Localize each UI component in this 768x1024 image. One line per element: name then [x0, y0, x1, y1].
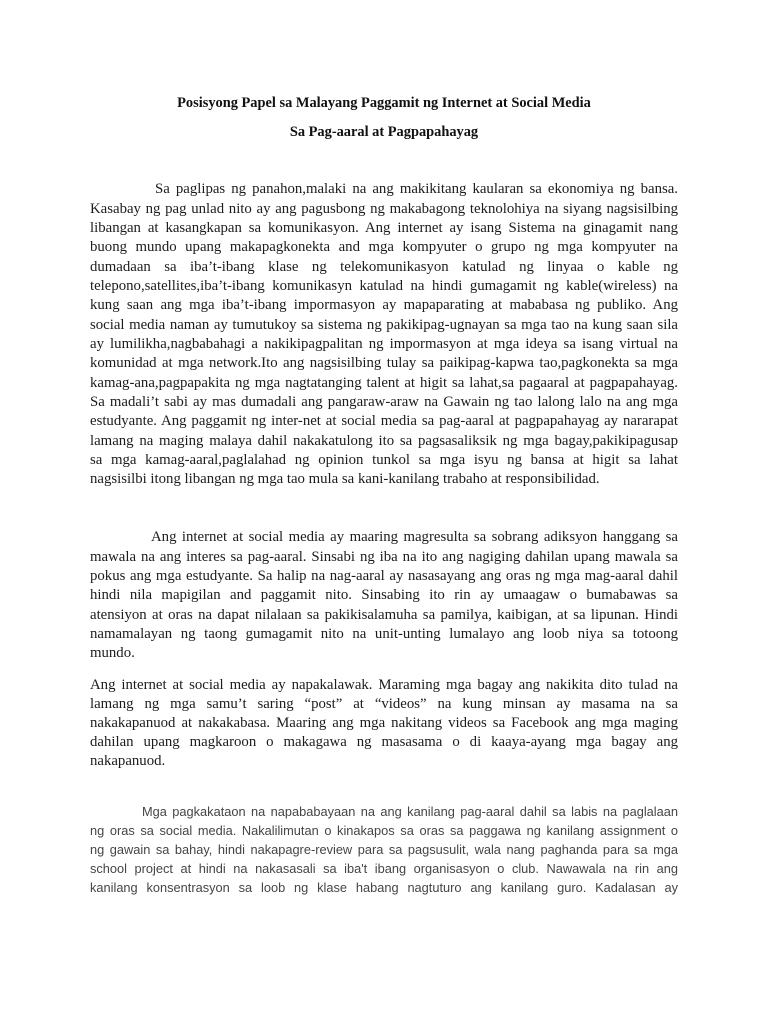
paragraph-line: Sa paglipas ng panahon,malaki na ang makikitang kaularan sa ekonomiya ng bansa. [155, 181, 678, 198]
paragraph-line: nagsisilbi itong libangan ng mga tao mula sa kani-kanilang trabaho at responsibilidad. [90, 471, 600, 488]
paragraph-line: nakakapanuod at nakakabasa. Maaring ang mga nakitang videos sa Facebook ang mga maging [90, 714, 678, 731]
paragraph-line: nakapanuod. [90, 752, 166, 769]
paragraph-line: Ang internet at social media ay maaring magresulta sa sobrang adiksyon hanggang sa [151, 529, 678, 546]
paragraph-line: Kasabay ng pag unlad nito ay ang pagusbong ng makabagong teknolohiya na siyang nagsisilbing [90, 200, 678, 217]
paragraph-line: libangan at kasangkapan sa komunikasyon. Ang internet ay isang Sistema na ginagamit nang [90, 219, 678, 236]
paragraph-line: ng gawain sa bahay, hindi nakapagre-review para sa pagsusulit, wala nang paghanda para sa mga [90, 841, 678, 857]
paragraph-line: atensiyon at oras na dapat nilalaan sa pakikisalamuha sa pamilya, kaibigan, at sa lipunan. Hindi [90, 606, 678, 623]
paragraph-line: dumadaan sa iba’t-ibang klase ng telekomunikasyon katulad ng linyaa o kable ng [90, 258, 678, 275]
paragraph-line: sa mga kamag-aaral,paglalahad ng opinion tunkol sa mga isyu ng bansa at higit sa lahat [90, 451, 678, 468]
paragraph-line: social media naman ay tumutukoy sa sistema ng pakikipag-ugnayan sa mga tao na kung saan sila [90, 316, 678, 333]
paragraph-line: pokus ang mga estudyante. Sa halip na nag-aaral ay nasasayang ang oras ng mga mag-aaral dahil [90, 567, 678, 584]
paragraph-line: mundo. [90, 645, 135, 662]
paragraph-4 [90, 802, 678, 897]
paragraph-line: buong mundo upang makapagkonekta and mga kompyuter o grupo ng mga kompyuter na [90, 239, 678, 256]
document-subtitle: Sa Pag-aaral at Pagpapahayag [289, 124, 479, 140]
paragraph-line: lamang ng mga samu’t saring “post” at “videos” na kung minsan ay masama na sa [90, 695, 678, 712]
paragraph-line: ng oras sa social media. Nakalilimutan o kinakapos sa oras sa paggawa ng kanilang assignment o [90, 822, 678, 838]
paragraph-line: kamag-ana,pagpapakita ng mga nagtatanging talent at higit sa lahat,sa pagaaral at pagpapahayag. [90, 374, 678, 391]
paragraph-line: ay lumilikha,nagbabahagi a nakikipagpalitan ng impormasyon at mga ideya sa isang virtual na [90, 335, 678, 352]
paragraph-2 [90, 528, 678, 663]
paragraph-line: Sa madali’t sabi ay mas dumadali ang pangaraw-araw na Gawain ng tao lalong lalo na ang mga [90, 393, 678, 410]
paragraph-line: kung saan ang mga iba’t-ibang impormasyon ay mapaparating at mababasa ng publiko. Ang [90, 297, 678, 314]
paragraph-line: estudyante. Ang paggamit ng inter-net at social media sa pag-aaral at pagpapahayag ay nararapat [90, 413, 678, 430]
paragraph-line: namamalayan ng taong gumagamit nito na unit-unting lumalayo ang loob niya sa totoong [90, 625, 678, 642]
paragraph-1 [90, 180, 678, 489]
paragraph-line: telepono,satellites,iba’t-ibang komunikasyn katulad na hindi gumagamit ng kable(wireless) na [90, 277, 678, 294]
paragraph-line: dahilan upang magkaroon o makagawa ng masasama o di kaaya-ayang mga bagay ang [90, 733, 678, 750]
document-title: Posisyong Papel sa Malayang Paggamit ng Internet at Social Media [177, 95, 591, 111]
paragraph-line: lamang na maging malaya dahil nakakatulong ito sa pagsasaliksik ng mga bagay,pakikipagusap [90, 432, 678, 449]
paragraph-line: hindi nila mapigilan and paggamit nito. Sinsabing ito rin ay umaagaw o bumabawas sa [90, 587, 678, 604]
paragraph-line: Mga pagkakataon na napababayaan na ang kanilang pag-aaral dahil sa labis na paglalaan [142, 803, 678, 819]
paragraph-line: mawala na ang interes sa pag-aaral. Sinsabi ng iba na ito ang nagiging dahilan upang mawala sa [90, 548, 678, 565]
paragraph-line: kanilang konsentrasyon sa loob ng klase habang nagtuturo ang kanilang guro. Kadalasan ay [90, 879, 678, 895]
paragraph-line: komunidad at mga network.Ito ang nagsisilbing tulay sa paikipag-kapwa tao,pagkonekta sa mga [90, 355, 678, 372]
paragraph-line: Ang internet at social media ay napakalawak. Maraming mga bagay ang nakikita dito tulad na [90, 676, 678, 693]
paragraph-3 [90, 676, 678, 771]
paragraph-line: school project at hindi na nakasasali sa iba't ibang organisasyon o club. Nawawala na rin ang [90, 860, 678, 876]
